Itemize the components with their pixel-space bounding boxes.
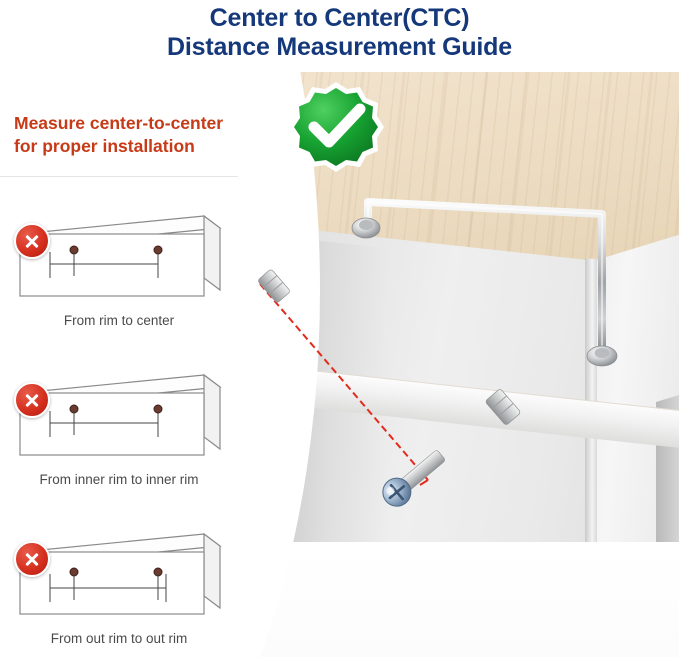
x-icon <box>14 223 50 259</box>
page-title <box>0 4 679 62</box>
callout-text <box>14 112 294 158</box>
wrong-example-1 <box>0 194 238 346</box>
callout-line-1: Measure center-to-center <box>14 113 224 133</box>
wrong-example-2 <box>0 353 238 505</box>
cabinet-pull-handle <box>340 180 640 370</box>
wrong-examples-panel <box>0 176 238 657</box>
floor-area <box>238 542 679 657</box>
x-icon <box>14 541 50 577</box>
callout-line-2: for proper installation <box>14 136 195 156</box>
title-line-1: Center to Center(CTC) <box>209 4 470 32</box>
title-line-2: Distance Measurement Guide <box>167 33 512 61</box>
wrong-example-1-caption: From rim to center <box>63 313 175 328</box>
wrong-example-3 <box>0 512 238 657</box>
divider <box>0 176 238 177</box>
x-icon <box>14 382 50 418</box>
wrong-example-3-caption: From out rim to out rim <box>50 631 188 646</box>
check-icon <box>284 78 388 176</box>
wrong-example-2-caption: From inner rim to inner rim <box>39 472 199 487</box>
